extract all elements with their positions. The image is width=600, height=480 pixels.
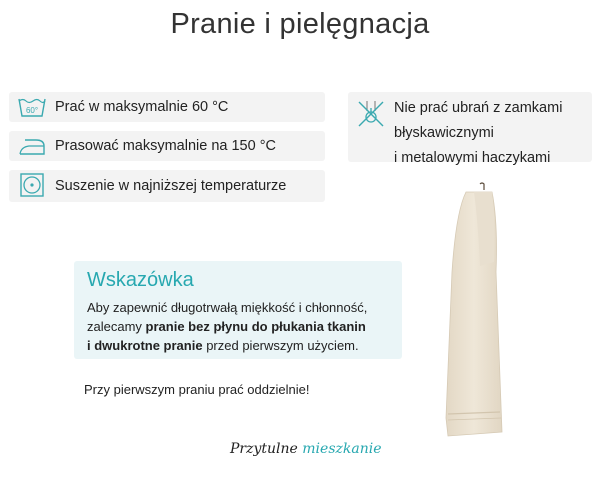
first-wash-note: Przy pierwszym praniu prać oddzielnie!: [84, 382, 310, 397]
care-label-iron: Prasować maksymalnie na 150 °C: [55, 138, 276, 154]
brand-part1: Przytulne: [230, 441, 303, 457]
care-item-wash: [9, 92, 325, 122]
tip-bold: pranie bez płynu do płukania tkanin: [145, 319, 366, 334]
tip-line: Aby zapewnić długotrwałą miękkość i chłonność,: [87, 300, 368, 315]
tip-box: [74, 261, 402, 359]
brand-logo: [230, 441, 382, 457]
warning-line: i metalowymi haczykami: [394, 150, 551, 166]
care-item-dry: [9, 170, 325, 202]
towel-image: [436, 182, 516, 452]
tip-title: Wskazówka: [87, 269, 194, 291]
tip-bold: i dwukrotne pranie: [87, 338, 203, 353]
no-zipper-icon: [356, 100, 386, 126]
tip-line: przed pierwszym użyciem.: [202, 338, 359, 353]
care-item-warning: [348, 92, 592, 166]
wash-60-icon: [17, 94, 47, 120]
brand-part2: mieszkanie: [302, 441, 382, 457]
warning-line: Nie prać ubrań z zamkami: [394, 100, 563, 116]
care-item-iron: [9, 131, 325, 161]
care-label-dry: Suszenie w najniższej temperaturze: [55, 178, 287, 194]
iron-icon: [17, 133, 47, 159]
care-label-warning: [394, 92, 562, 171]
tip-body: [87, 298, 399, 355]
page-title: Pranie i pielęgnacja: [170, 8, 430, 40]
care-label-wash: Prać w maksymalnie 60 °C: [55, 99, 229, 115]
tumble-dry-low-icon: [17, 173, 47, 199]
svg-text:60°: 60°: [25, 106, 39, 115]
tip-line: zalecamy: [87, 319, 146, 334]
warning-line: błyskawicznymi: [394, 125, 494, 141]
